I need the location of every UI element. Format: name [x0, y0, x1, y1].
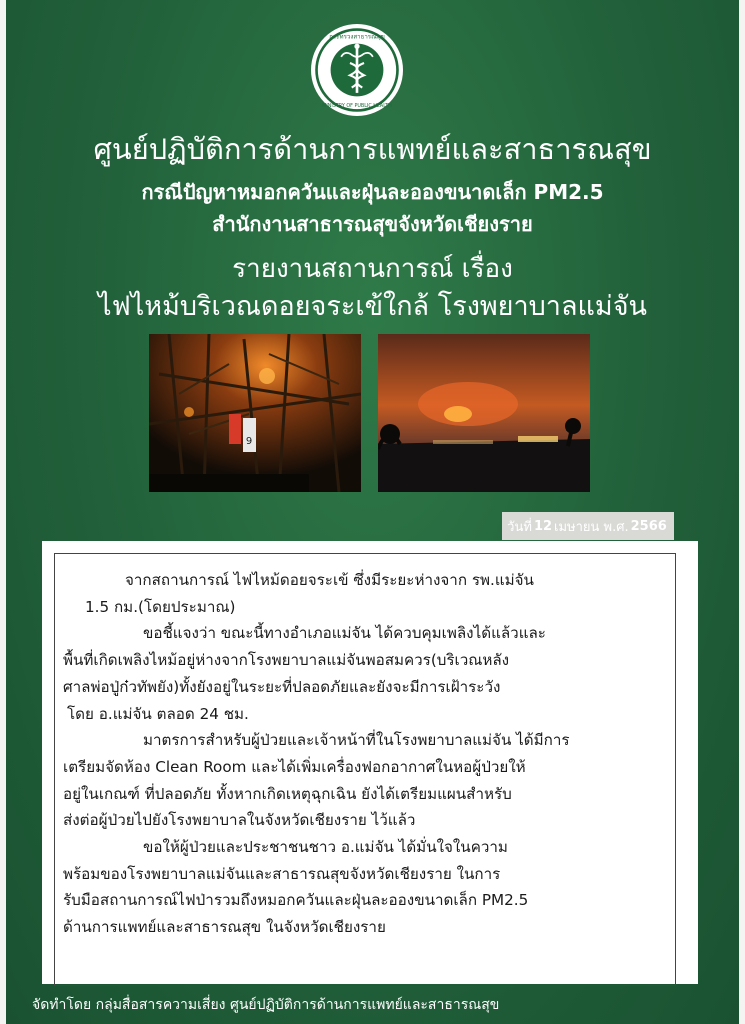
body-line: รับมือสถานการณ์ไฟป่ารวมถึงหมอกควันและฝุ่นละอองขนาดเล็ก PM2.5	[63, 891, 529, 910]
body-line: ส่งต่อผู้ป่วยไปยังโรงพยาบาลในจังหวัดเชียงราย ไว้แล้ว	[63, 811, 416, 830]
svg-text:กระทรวงสาธารณสุข: กระทรวงสาธารณสุข	[329, 33, 385, 41]
body-line: ศาลพ่อปู่ก๋วทัพยัง)ทั้งยังอยู่ในระยะที่ปลอดภัยและยังจะมีการเฝ้าระวัง	[63, 677, 501, 696]
body-line: 1.5 กม.(โดยประมาณ)	[85, 597, 236, 616]
subtitle-office: สำนักงานสาธารณสุขจังหวัดเชียงราย	[212, 212, 533, 236]
body-line: อยู่ในเกณฑ์ ที่ปลอดภัย ทั้งหากเกิดเหตุฉุกเฉิน ยังได้เตรียมแผนสำหรับ	[63, 784, 512, 803]
poster	[6, 0, 739, 1024]
report-date	[502, 512, 674, 540]
body-line: มาตรการสำหรับผู้ป่วยและเจ้าหน้าที่ในโรงพยาบาลแม่จัน ได้มีการ	[143, 731, 570, 750]
ministry-seal-icon	[311, 24, 403, 116]
body-line: จากสถานการณ์ ไฟไหม้ดอยจระเข้ ซึ่งมีระยะห่างจาก รพ.แม่จัน	[125, 571, 534, 589]
body-line: ขอชี้แจงว่า ขณะนี้ทางอำเภอแม่จัน ได้ควบคุมเพลิงได้แล้วและ	[143, 624, 546, 643]
announcement-body	[54, 553, 676, 986]
date-month: เมษายน พ.ศ.	[554, 519, 629, 535]
date-day: 12	[533, 518, 553, 534]
body-line: เตรียมจัดห้อง Clean Room และได้เพิ่มเครื่องฟอกอากาศในหอผู้ป่วยให้	[63, 757, 526, 776]
subtitle-pm25: กรณีปัญหาหมอกควันและฝุ่นละอองขนาดเล็ก PM2.5	[141, 180, 604, 204]
body-line: ด้านการแพทย์และสาธารณสุข ในจังหวัดเชียงราย	[63, 918, 386, 937]
forest-fire-firefighters-photo	[149, 334, 361, 492]
center-title: ศูนย์ปฏิบัติการด้านการแพทย์และสาธารณสุข	[93, 132, 652, 166]
body-line: ขอให้ผู้ป่วยและประชาชนชาว อ.แม่จัน ได้มั่นใจในความ	[143, 838, 508, 857]
body-line: โดย อ.แม่จัน ตลอด 24 ชม.	[67, 704, 249, 723]
report-heading: รายงานสถานการณ์ เรื่อง	[232, 254, 513, 284]
svg-text:9: 9	[245, 436, 253, 447]
svg-text:MINISTRY OF PUBLIC HEALTH: MINISTRY OF PUBLIC HEALTH	[322, 103, 392, 109]
date-year: 2566	[630, 518, 667, 534]
footer-credit: จัดทำโดย กลุ่มสื่อสารความเสี่ยง ศูนย์ปฏิบัติการด้านการแพทย์และสาธารณสุข	[32, 997, 500, 1013]
hill-fire-night-photo	[378, 334, 590, 492]
date-prefix: วันที่	[507, 519, 532, 535]
report-topic: ไฟไหม้บริเวณดอยจระเข้ใกล้ โรงพยาบาลแม่จัน	[98, 291, 647, 322]
announcement-card	[42, 541, 698, 984]
ministry-seal-graphic	[313, 26, 401, 114]
body-line: พร้อมของโรงพยาบาลแม่จันและสาธารณสุขจังหวัดเชียงราย ในการ	[63, 864, 501, 883]
body-line: พื้นที่เกิดเพลิงไหม้อยู่ห่างจากโรงพยาบาลแม่จันพอสมควร(บริเวณหลัง	[63, 651, 510, 670]
